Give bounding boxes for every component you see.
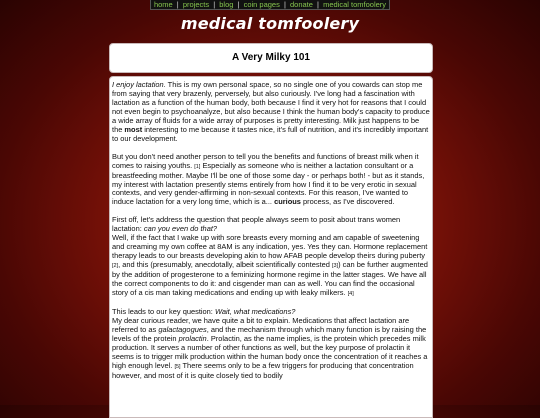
paragraph-question bbox=[112, 216, 430, 234]
motivation-text-a: But you don't need another person to tell you the benefits and functions of breast milk when it comes to raising youths. bbox=[112, 151, 419, 170]
intro-lead: I enjoy lactation. bbox=[112, 80, 166, 89]
question-text: First off, let's address the question that people always seem to posit about trans women lactation: bbox=[112, 215, 401, 234]
reference-2: [2] bbox=[112, 263, 119, 270]
nav-separator: | bbox=[213, 0, 216, 9]
site-title: medical tomfoolery bbox=[180, 14, 360, 33]
article-body bbox=[110, 77, 432, 381]
nav-separator: | bbox=[283, 0, 286, 9]
key-question-text: This leads to our key question: bbox=[112, 306, 215, 316]
answer-text-a: Well, if the fact that I wake up with sore breasts every morning and am capable of sweetening and creaming my own coffee at 8AM is any indication, yes. Yes they can. Hormone replacement therapy leads to our breasts developing akin to how AFAB people develop theirs during puberty bbox=[112, 233, 428, 261]
reference-5: [5] bbox=[174, 363, 181, 370]
answer-text-b: , and this (presumably, anecdotally, albeit scientifically contested bbox=[118, 260, 332, 270]
medications-text-c: . Prolactin, as the name implies, is the protein which precedes milk production. It serves a number of other functions as well, but the key purpose of prolactin it seems is to trigger milk production within the human body once the concentration of it reaches a high enough level. bbox=[112, 333, 428, 370]
motivation-bold: curious bbox=[274, 197, 301, 207]
reference-1: [1] bbox=[194, 163, 201, 170]
top-navigation-bar bbox=[150, 0, 390, 10]
medications-text-b: , and the mechanism through which many function is by raising the levels of the protein bbox=[112, 324, 427, 343]
motivation-text-c: process, as I've discovered. bbox=[300, 197, 395, 207]
key-question-italic: Wait, what medications? bbox=[214, 306, 296, 316]
article-body-card bbox=[109, 76, 433, 418]
article-title-card bbox=[109, 43, 433, 73]
nav-link-blog[interactable]: blog bbox=[219, 0, 234, 9]
medications-text-d: There seems only to be a few triggers for producing that concentration however, and most of it is quite closely tied to bodily bbox=[112, 360, 414, 380]
reference-3: [3] bbox=[332, 263, 339, 270]
motivation-text-b: Especially as someone who is neither a lactation consultant or a breastfeeding mother. Maybe I'll be one of those some day - or perhaps both! - but as it stands, my interest with lactation presently stems entirely from how I find it to be very erotic in sexual contexts, and very gender-affirming in non-sexual contexts. For this reason, I've wanted to induce lactation for a very long time, which is a... bbox=[112, 160, 425, 207]
question-italic: can you even do that? bbox=[143, 224, 218, 234]
nav-link-home[interactable]: home bbox=[153, 0, 173, 9]
reference-4: [4] bbox=[347, 291, 354, 298]
medications-term: galactagogues bbox=[158, 324, 207, 334]
nav-separator: | bbox=[176, 0, 179, 9]
nav-separator: | bbox=[237, 0, 240, 9]
nav-separator: | bbox=[317, 0, 319, 9]
nav-link-medical-tomfoolery[interactable]: medical tomfoolery bbox=[323, 0, 387, 9]
paragraph-intro bbox=[112, 81, 430, 144]
intro-tail: interesting to me because it tastes nice, it's full of nutrition, and it's incredibly important to our development. bbox=[112, 124, 429, 143]
nav-link-donate[interactable]: donate bbox=[290, 0, 313, 9]
intro-bold: most bbox=[124, 124, 143, 134]
paragraph-medications bbox=[112, 317, 430, 381]
top-navigation bbox=[0, 0, 540, 10]
answer-text-c: ) can be further augmented by the addition of progesterone to a feminizing hormone regime in the latter stages. We have all the correct components to do it: and cisgender man can as well. You can find the occasional story of a cis man taking medications and ending up with leaky milkers. bbox=[112, 260, 428, 298]
intro-body: This is my own personal space, so no single one of you cowards can stop me from saying that very brazenly, perversely, but also curiously. I've long had a fascination with lactation as a function of the human body, both because I find it very hot for reasons that I could not even begin to psychoanalyze, but also because I think the human body's capacity to produce a wide array of fluids for a wide array of purposes is pretty interesting. Milk just happens to be the bbox=[112, 80, 430, 134]
article-title: A Very Milky 101 bbox=[231, 52, 310, 63]
medications-text-a: My dear curious reader, we have quite a bit to explain. Medications that affect lactation are referred to as bbox=[112, 315, 410, 334]
nav-link-projects[interactable]: projects bbox=[182, 0, 210, 9]
paragraph-answer bbox=[112, 234, 430, 299]
medications-term-2: prolactin bbox=[178, 333, 207, 343]
paragraph-motivation bbox=[112, 153, 430, 208]
nav-link-coin-pages[interactable]: coin pages bbox=[243, 0, 280, 9]
